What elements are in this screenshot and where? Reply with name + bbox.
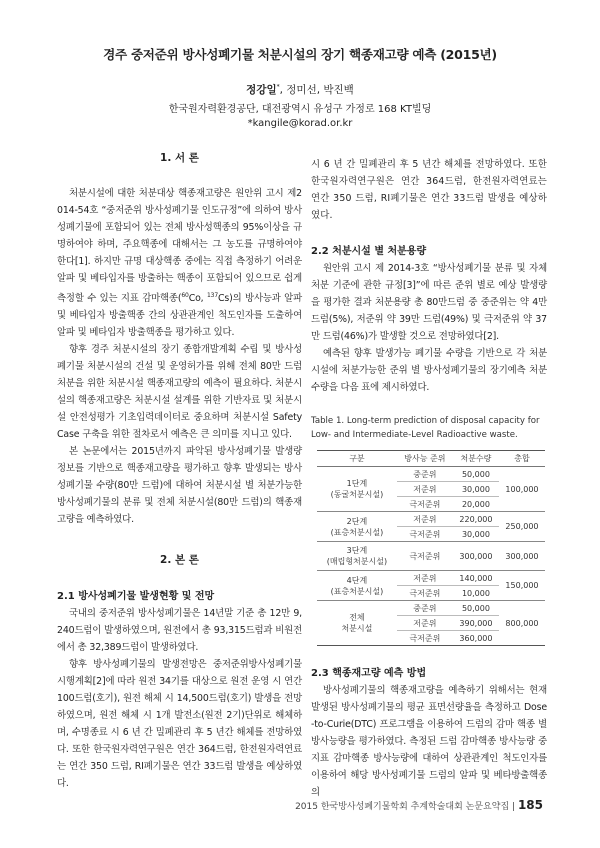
col-header-category: 구분 xyxy=(317,451,397,467)
section-2-2-heading: 2.2 처분시설 별 처분용량 xyxy=(311,246,427,257)
level-cell: 극저준위 xyxy=(397,527,453,542)
quantity-cell: 50,000 xyxy=(453,601,499,616)
quantity-cell: 50,000 xyxy=(453,467,499,482)
page-footer xyxy=(0,798,543,812)
page-number: 185 xyxy=(517,798,543,812)
quantity-cell: 10,000 xyxy=(453,586,499,601)
intro-p1-rest: Cs)의 방사능과 알파 및 베타입자 방출핵종 간의 상관관계인 척도인자를 도출하여 알파 및 베타입자 방출핵종을 평가하고 있다. xyxy=(57,293,302,339)
stage-1-name: 1단계 xyxy=(346,479,368,488)
stage-2-sub: (표층처분시설) xyxy=(330,527,384,537)
stage-4-name: 4단계 xyxy=(346,575,368,585)
table-row xyxy=(317,542,545,571)
quantity-cell: 140,000 xyxy=(453,571,499,586)
col-header-level: 방사능 준위 xyxy=(397,451,453,467)
table-caption: Table 1. Long-term prediction of disposal capacity for Low- and Intermediate-Level Radioactive waste. xyxy=(311,416,540,440)
s22-paragraph-2: 예측된 향후 발생가능 폐기물 수량을 기반으로 각 처분시설에 처분가능한 준위 별 방사성폐기물의 장기예측 처분수량을 다음 표에 제시하였다. xyxy=(311,348,547,393)
footer-text: 2015 한국방사성폐기물학회 추계학술대회 논문요약집 xyxy=(295,802,510,812)
email: *kangile@korad.or.kr xyxy=(247,118,353,129)
co-authors: , 정미선, 박진백 xyxy=(279,84,354,96)
total-facility-cell xyxy=(317,601,397,646)
total-cell: 300,000 xyxy=(499,542,545,571)
total-cell: 150,000 xyxy=(499,571,545,601)
stage-1-cell xyxy=(317,467,397,512)
col-header-quantity: 처분수량 xyxy=(453,451,499,467)
total-facility-sub: 처분시설 xyxy=(341,624,373,633)
stage-2-cell xyxy=(317,512,397,542)
sup-137: 137 xyxy=(207,292,219,299)
level-cell: 극저준위 xyxy=(397,542,453,571)
intro-paragraph-1 xyxy=(57,185,302,341)
section-2-3-heading: 2.3 핵종재고량 예측 방법 xyxy=(311,668,427,679)
body-heading: 2. 본 론 xyxy=(160,554,199,567)
s22-paragraph-1: 원안위 고시 제 2014-3호 “방사성폐기물 분류 및 자체처분 기준에 관한 규정[3]”에 따른 준위 별로 예상 발생량을 평가한 결과 처분용량 총 80만드럼 중 중준위는 약 4만 드럼(5%), 저준위 약 39만 드럼(49%) 및 극저준위 약 37만 드럼(46%)가 발생할 것으로 전망하였다[2]. xyxy=(311,263,547,342)
stage-1-sub: (동굴처분시설) xyxy=(330,490,384,499)
level-cell: 중준위 xyxy=(397,601,453,616)
section-2-1-heading: 2.1 방사성폐기물 발생현황 및 전망 xyxy=(57,591,215,603)
level-cell: 저준위 xyxy=(397,482,453,497)
corresponding-mark: * xyxy=(276,83,280,91)
co-label: Co, xyxy=(188,293,204,305)
stage-2-name: 2단계 xyxy=(346,516,368,526)
level-cell: 저준위 xyxy=(397,571,453,586)
s21-paragraph-1: 국내의 중저준위 방사성폐기물은 14년말 기준 총 12만 9,240드럼이 발생하였으며, 원전에서 총 93,315드럼과 비원전에서 총 32,389드럼이 발생하였다. xyxy=(57,608,302,654)
s23-paragraph-1: 방사성폐기물의 핵종재고량을 예측하기 위해서는 현재 발생된 방사성폐기물의 평균 표면선량율을 측정하고 Dose-to-Curie(DTC) 프로그램을 이용하여 드럼의 감마 핵종 별 방사능량을 평가하였다. 측정된 드럼 감마핵종 방사능량 중 지표 감마핵종 방사능량에 대하여 상관관계인 척도인자를 이용하여 해당 방사성폐기물 드럼의 알파 및 베타방출핵종의 xyxy=(311,685,547,798)
table-row xyxy=(317,571,545,586)
quantity-cell: 20,000 xyxy=(453,497,499,512)
table-header-row xyxy=(317,451,545,467)
stage-4-cell xyxy=(317,571,397,601)
level-cell: 극저준위 xyxy=(397,497,453,512)
level-cell: 극저준위 xyxy=(397,631,453,646)
intro-heading: 1. 서 론 xyxy=(160,152,199,164)
s21-paragraph-2-continued: 시 6 년 간 밀폐관리 후 5 년간 해체를 전망하였다. 또한 한국원자력연구원은 연간 364드럼, 한전원자력연료는 연간 350 드럼, RI폐기물은 연간 33드럼 발생을 예상하였다. xyxy=(311,159,547,221)
stage-3-cell xyxy=(317,542,397,571)
table-row xyxy=(317,512,545,527)
intro-paragraph-2: 향후 경주 처분시설의 장기 종합개발계획 수립 및 방사성폐기물 처분시설의 건설 및 운영허가를 위해 전체 80만 드럼 처분을 위한 처분시설 핵종재고량의 예측이 필요하다. 처분시설의 핵종재고량은 처분시설 설계를 위한 기반자료 및 처분시설 안전성평가 기초입력데이터로 중요하며 처분시설 Safety Case 구축을 위한 절차로서 예측은 큰 의미를 지니고 있다. xyxy=(57,344,302,441)
affiliation: 한국원자력환경공단, 대전광역시 유성구 가정로 168 KT빌딩 xyxy=(168,104,432,115)
quantity-cell: 390,000 xyxy=(453,616,499,631)
level-cell: 저준위 xyxy=(397,616,453,631)
level-cell: 중준위 xyxy=(397,467,453,482)
col-header-total: 총합 xyxy=(499,451,545,467)
main-author: 정강일 xyxy=(246,84,277,96)
level-cell: 저준위 xyxy=(397,512,453,527)
quantity-cell: 300,000 xyxy=(453,542,499,571)
quantity-cell: 30,000 xyxy=(453,527,499,542)
total-cell: 100,000 xyxy=(499,467,545,512)
quantity-cell: 30,000 xyxy=(453,482,499,497)
stage-3-sub: (매립형처분시설) xyxy=(326,557,388,566)
sup-60: 60 xyxy=(181,292,189,299)
paper-title: 경주 중저준위 방사성폐기물 처분시설의 장기 핵종재고량 예측 (2015년) xyxy=(103,47,497,62)
left-column xyxy=(57,150,302,790)
quantity-cell: 360,000 xyxy=(453,631,499,646)
intro-p1-text: 처분시설에 대한 처분대상 핵종재고량은 원안위 고시 제2014-54호 “중저준위 방사성폐기물 인도규정”에 의하여 방사성폐기물에 포함되어 있는 전체 방사성핵종의 95%이상을 규명하여야 하며, 주요핵종에 대해서는 그 농도를 규명하여야 한다[1]. 하지만 규명 대상핵종 중에는 직접 측정하기 어려운 알파 및 베타입자를 방출하는 핵종이 포함되어 있으므로 쉽게 측정할 수 있는 지표 감마핵종( xyxy=(57,188,302,305)
capacity-table xyxy=(317,450,545,646)
quantity-cell: 220,000 xyxy=(453,512,499,527)
total-facility-name: 전체 xyxy=(349,613,365,622)
right-column xyxy=(311,156,547,801)
total-cell: 250,000 xyxy=(499,512,545,542)
footer-separator: | xyxy=(512,802,516,812)
table-row xyxy=(317,467,545,482)
level-cell: 극저준위 xyxy=(397,586,453,601)
stage-3-name: 3단계 xyxy=(346,546,368,555)
s21-paragraph-2: 향후 방사성폐기물의 발생전망은 중저준위방사성폐기물 시행계획[2]에 따라 원전 34기를 대상으로 원전 운영 시 연간 100드럼(호기), 원전 해체 시 14,500드럼(호기) 발생을 전망하였으며, 원전 해체 시 1개 발전소(원전 2기)단위로 해체하며, 수명종료 시 6 년 간 밀폐관리 후 5 년간 해체를 전망하였다. 또한 한국원자력연구원은 연간 364드럼, 한전원자력연료는 연간 350 드럼, RI폐기물은 연간 33드럼 발생을 예상하였다. xyxy=(57,659,302,790)
intro-paragraph-3: 본 논문에서는 2015년까지 파악된 방사성폐기물 발생량 정보를 기반으로 핵종재고량을 평가하고 향후 발생되는 방사성폐기물 수량(80만 드럼)에 대하여 처분시설 별 처분가능한 방사성폐기물의 분류 및 전체 처분시설(80만 드럼)의 핵종재고량을 예측하였다. xyxy=(57,446,302,526)
table-row xyxy=(317,601,545,616)
stage-4-sub: (표층처분시설) xyxy=(330,586,384,596)
author-line xyxy=(0,82,600,97)
total-cell: 800,000 xyxy=(499,601,545,646)
